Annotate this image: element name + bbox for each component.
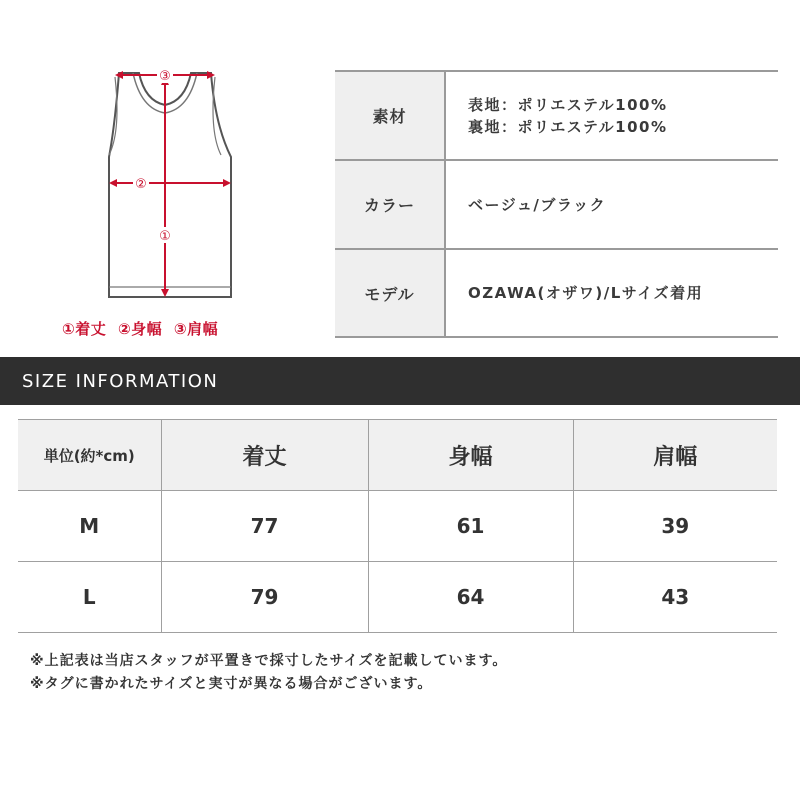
spec-value-material xyxy=(446,72,778,159)
spec-value-model xyxy=(446,250,778,336)
spec-label-model: モデル xyxy=(335,250,446,336)
tank-top-outline-icon xyxy=(95,55,245,305)
banner-title: SIZE INFORMATION xyxy=(22,370,219,392)
measurement-legend xyxy=(62,318,282,339)
size-m-shoulder: 39 xyxy=(573,491,777,562)
garment-diagram xyxy=(95,55,245,305)
legend-shoulder: ③肩幅 xyxy=(173,320,219,338)
size-l-shoulder: 43 xyxy=(573,562,777,633)
spec-row-model xyxy=(335,250,778,338)
note-measurement-method: ※上記表は当店スタッフが平置きで採寸したサイズを記載しています。 xyxy=(30,653,508,669)
spec-value-color-text: ベージュ/ブラック xyxy=(468,195,607,214)
spec-value-model-text: OZAWA(オザワ)/Lサイズ着用 xyxy=(468,284,704,302)
size-table-header-row xyxy=(18,420,777,491)
marker-length: ① xyxy=(159,229,171,244)
size-l-width: 64 xyxy=(368,562,573,633)
size-table xyxy=(18,419,777,633)
legend-length: ①着丈 xyxy=(62,320,107,338)
spec-label-material: 素材 xyxy=(335,72,446,159)
spec-value-material-lining: 裏地：ポリエステル100% xyxy=(468,117,668,136)
note-size-difference: ※タグに書かれたサイズと実寸が異なる場合がございます。 xyxy=(30,676,433,692)
spec-row-color xyxy=(335,161,778,250)
size-l-length: 79 xyxy=(161,562,368,633)
size-table-header-length: 着丈 xyxy=(161,420,368,491)
table-row xyxy=(18,562,777,633)
table-row xyxy=(18,491,777,562)
spec-row-material xyxy=(335,72,778,161)
legend-width: ②身幅 xyxy=(117,320,163,338)
marker-shoulder: ③ xyxy=(159,69,171,84)
size-m-length: 77 xyxy=(161,491,368,562)
size-label-l: L xyxy=(18,562,161,633)
spec-label-color: カラー xyxy=(335,161,446,248)
size-information-banner xyxy=(0,357,800,405)
spec-value-material-outer: 表地：ポリエステル100% xyxy=(468,95,668,114)
spec-table xyxy=(335,70,778,338)
size-m-width: 61 xyxy=(368,491,573,562)
size-notes xyxy=(30,650,507,696)
spec-value-color xyxy=(446,161,778,248)
size-table-header-width: 身幅 xyxy=(368,420,573,491)
size-table-header-shoulder: 肩幅 xyxy=(573,420,777,491)
size-label-m: M xyxy=(18,491,161,562)
size-table-unit-label: 単位(約*cm) xyxy=(18,420,161,491)
marker-width: ② xyxy=(135,177,147,192)
